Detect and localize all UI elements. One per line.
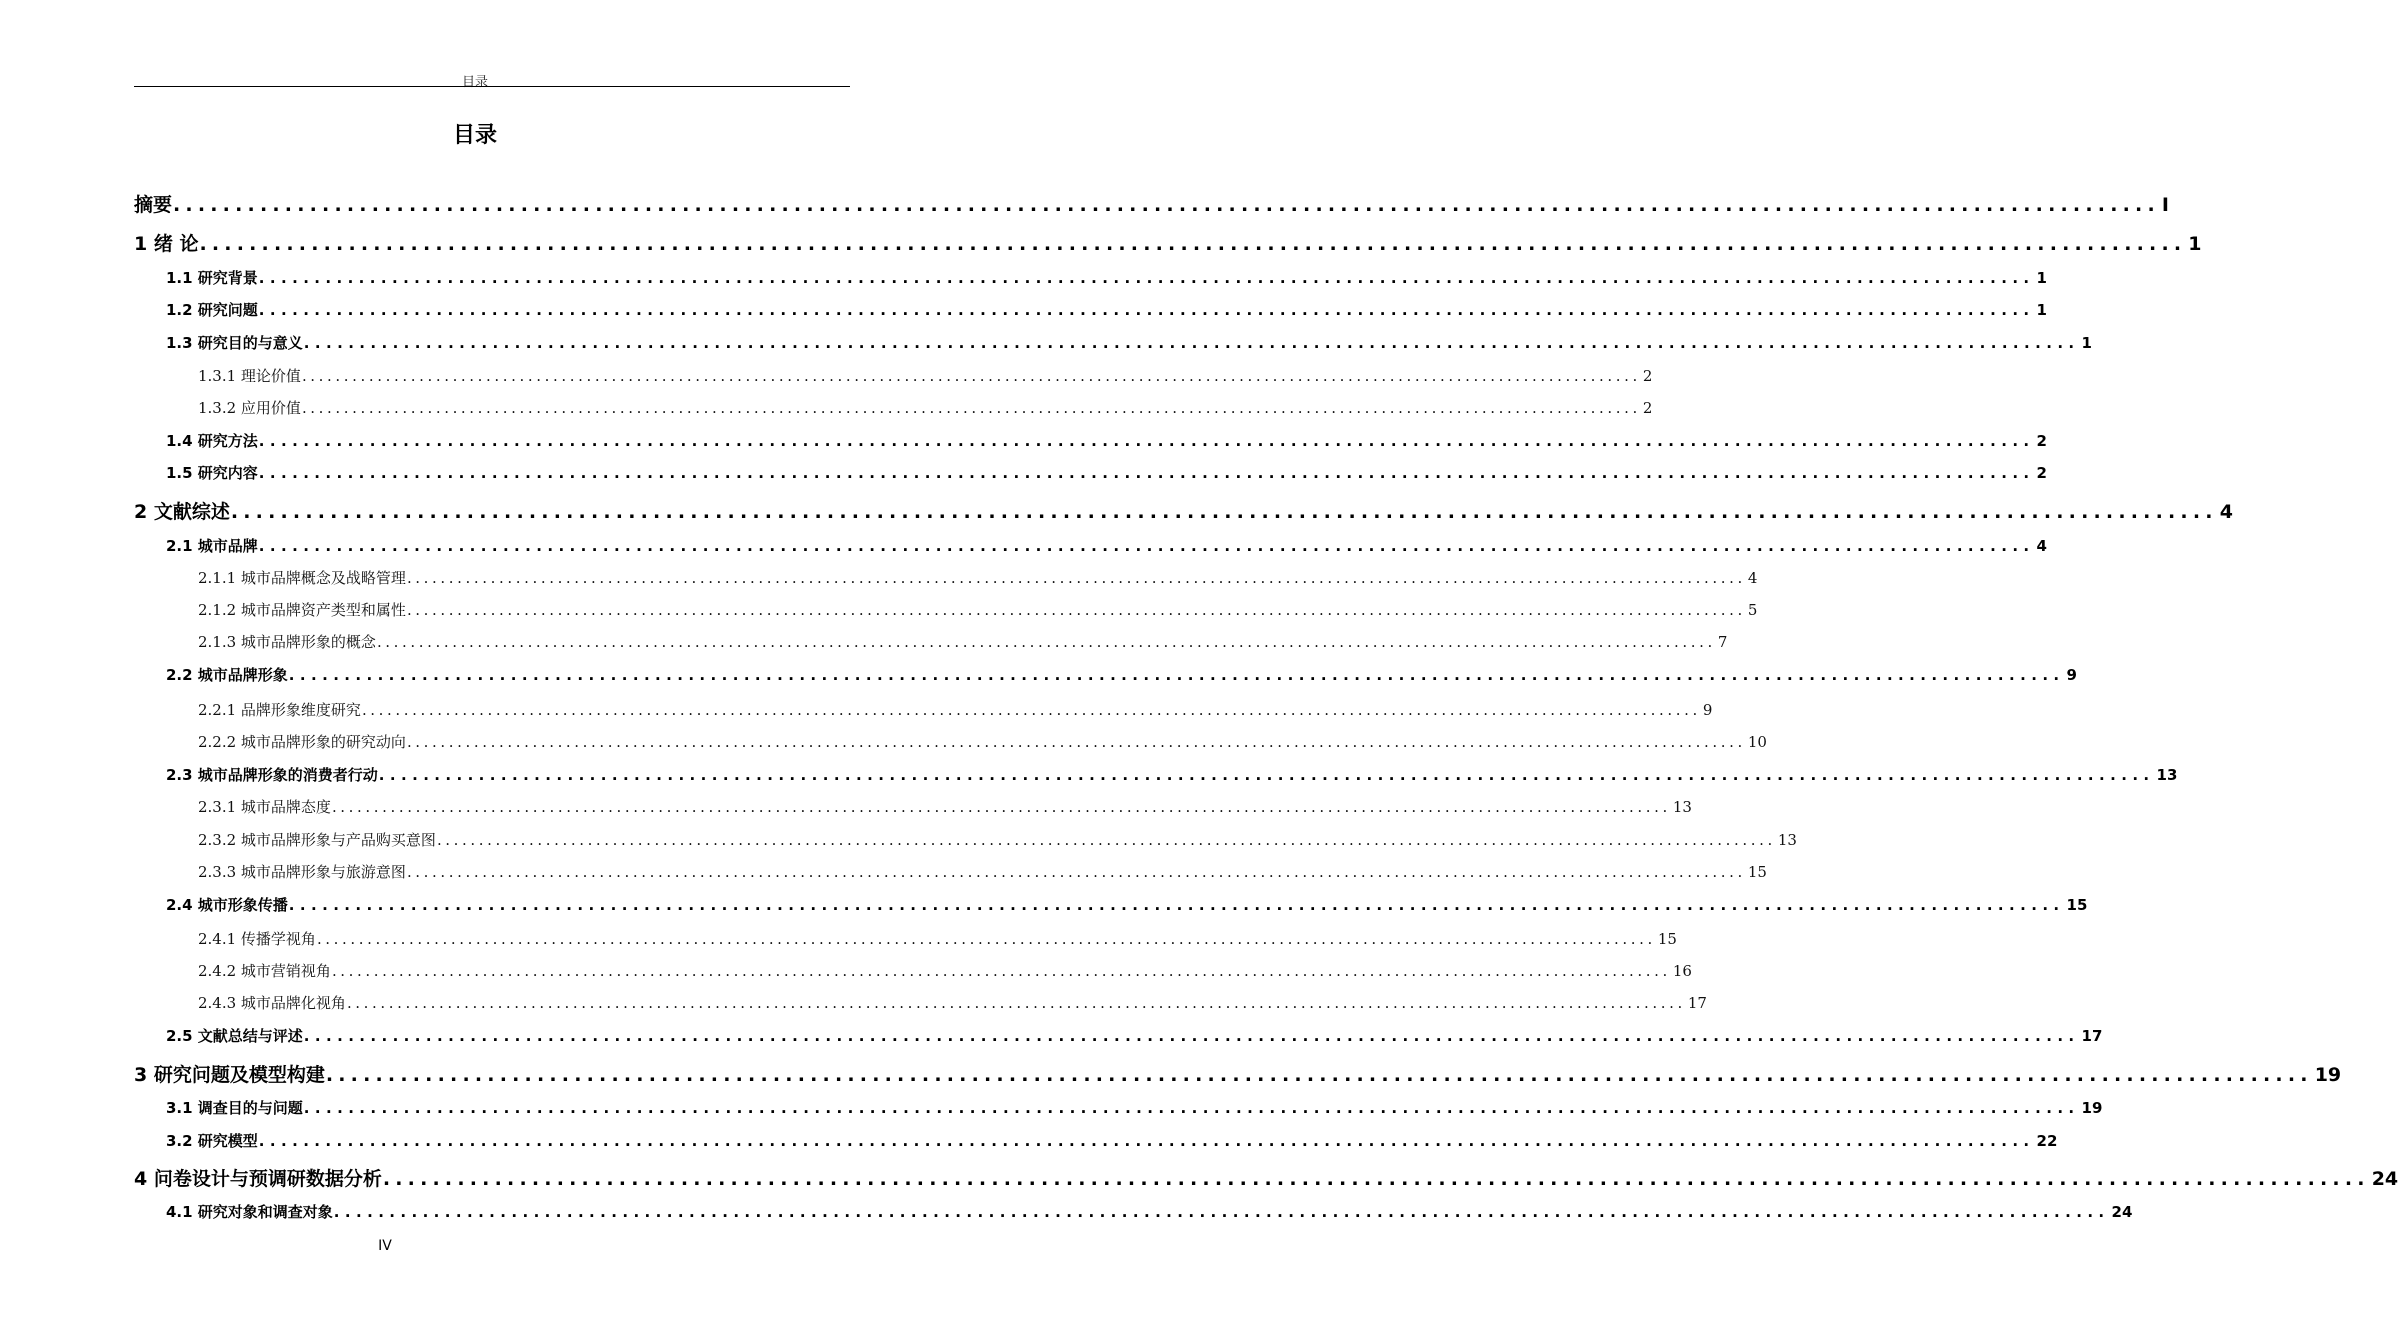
toc-entry-page: 1 [2081, 334, 2092, 352]
toc-entry-label: 4 问卷设计与预调研数据分析 [134, 1168, 382, 1190]
toc-entry-label: 2.3 城市品牌形象的消费者行动 [166, 766, 378, 784]
toc-entry-label: 1.4 研究方法 [166, 432, 258, 450]
toc-entry-label: 2.4.1 传播学视角 [198, 930, 316, 948]
toc-entry[interactable] [166, 1130, 2058, 1151]
toc-entry[interactable] [198, 567, 1758, 588]
toc-entry[interactable] [134, 229, 2202, 256]
dot-leader: ................................................................................................................................................................ [331, 798, 1671, 816]
dot-leader: ................................................................................................................................................................ [436, 831, 1776, 849]
toc-entry-page: 5 [1747, 601, 1758, 619]
dot-leader: ................................................................................................................................................................ [316, 930, 1656, 948]
toc-entry-label: 2.2.1 品牌形象维度研究 [198, 701, 361, 719]
toc-entry-page: 17 [1687, 994, 1707, 1012]
dot-leader: ................................................................................................................................................................ [346, 994, 1686, 1012]
toc-entry-label: 1.3 研究目的与意义 [166, 334, 303, 352]
dot-leader: ................................................................................................................................................................ [199, 233, 2187, 255]
toc-entry-page: 22 [2036, 1132, 2058, 1150]
dot-leader: ................................................................................................................................................................ [325, 1064, 2313, 1086]
toc-entry[interactable] [166, 430, 2047, 451]
toc-entry-page: 13 [1672, 798, 1692, 816]
toc-entry[interactable] [166, 764, 2178, 785]
toc-entry-page: 2 [2036, 464, 2047, 482]
toc-entry[interactable] [166, 1097, 2103, 1118]
toc-entry[interactable] [166, 535, 2047, 556]
toc-entry-page: 24 [2111, 1203, 2133, 1221]
toc-entry-label: 3.2 研究模型 [166, 1132, 258, 1150]
toc-entry-page: 2 [1642, 367, 1653, 385]
toc-entry-page: 2 [1642, 399, 1653, 417]
dot-leader: ................................................................................................................................................................ [258, 464, 2035, 482]
toc-entry-page: 4 [1747, 569, 1758, 587]
toc-entry-label: 1.1 研究背景 [166, 269, 258, 287]
dot-leader: ................................................................................................................................................................ [288, 666, 2065, 684]
toc-entry[interactable] [166, 1025, 2103, 1046]
dot-leader: ................................................................................................................................................................ [406, 733, 1746, 751]
dot-leader: ................................................................................................................................................................ [288, 896, 2065, 914]
dot-leader: ................................................................................................................................................................ [301, 367, 1641, 385]
toc-entry-label: 摘要 [134, 194, 173, 216]
toc-entry-page: 7 [1717, 633, 1728, 651]
toc-entry-label: 2.5 文献总结与评述 [166, 1027, 303, 1045]
toc-entry-page: 19 [2314, 1064, 2342, 1086]
dot-leader: ................................................................................................................................................................ [258, 537, 2035, 555]
toc-entry[interactable] [166, 267, 2047, 288]
dot-leader: ................................................................................................................................................................ [376, 633, 1716, 651]
toc-entry-page: 4 [2219, 501, 2233, 523]
toc-entry-label: 4.1 研究对象和调查对象 [166, 1203, 333, 1221]
toc-entry-label: 1.5 研究内容 [166, 464, 258, 482]
toc-entry-page: 9 [1702, 701, 1713, 719]
toc-entry[interactable] [134, 190, 2169, 217]
toc-entry[interactable] [166, 894, 2088, 915]
toc-entry[interactable] [198, 365, 1653, 386]
toc-entry-label: 2.3.1 城市品牌态度 [198, 798, 331, 816]
toc-entry[interactable] [198, 928, 1677, 949]
dot-leader: ................................................................................................................................................................ [333, 1203, 2110, 1221]
toc-entry-label: 1.3.2 应用价值 [198, 399, 301, 417]
dot-leader: ................................................................................................................................................................ [331, 962, 1671, 980]
toc-entry-label: 2.1.2 城市品牌资产类型和属性 [198, 601, 406, 619]
dot-leader: ................................................................................................................................................................ [406, 569, 1746, 587]
toc-entry-page: 24 [2371, 1168, 2398, 1190]
toc-entry[interactable] [134, 1164, 2398, 1191]
toc-entry[interactable] [198, 960, 1692, 981]
toc-entry[interactable] [198, 397, 1653, 418]
toc-entry-label: 2.4.3 城市品牌化视角 [198, 994, 346, 1012]
toc-entry-label: 2.1.3 城市品牌形象的概念 [198, 633, 376, 651]
dot-leader: ................................................................................................................................................................ [382, 1168, 2370, 1190]
toc-entry-label: 2.1.1 城市品牌概念及战略管理 [198, 569, 406, 587]
page-title: 目录 [452, 123, 497, 148]
toc-entry-label: 1.3.1 理论价值 [198, 367, 301, 385]
dot-leader: ................................................................................................................................................................ [258, 269, 2035, 287]
toc-entry-page: 13 [2156, 766, 2178, 784]
dot-leader: ................................................................................................................................................................ [230, 501, 2218, 523]
toc-entry-label: 2.1 城市品牌 [166, 537, 258, 555]
toc-entry[interactable] [198, 599, 1758, 620]
dot-leader: ................................................................................................................................................................ [258, 1132, 2035, 1150]
toc-entry-label: 1 绪 论 [134, 233, 199, 255]
toc-entry-page: 2 [2036, 432, 2047, 450]
toc-entry-label: 2.4.2 城市营销视角 [198, 962, 331, 980]
toc-entry[interactable] [198, 861, 1767, 882]
toc-entry[interactable] [166, 462, 2047, 483]
toc-entry-label: 3.1 调查目的与问题 [166, 1099, 303, 1117]
toc-entry-label: 2.4 城市形象传播 [166, 896, 288, 914]
toc-entry[interactable] [198, 699, 1713, 720]
dot-leader: ................................................................................................................................................................ [361, 701, 1701, 719]
toc-entry-page: 15 [1657, 930, 1677, 948]
dot-leader: ................................................................................................................................................................ [406, 863, 1746, 881]
toc-entry-label: 2.3.2 城市品牌形象与产品购买意图 [198, 831, 436, 849]
dot-leader: ................................................................................................................................................................ [258, 301, 2035, 319]
toc-entry[interactable] [198, 731, 1767, 752]
toc-entry[interactable] [198, 992, 1707, 1013]
dot-leader: ................................................................................................................................................................ [173, 194, 2160, 216]
dot-leader: ................................................................................................................................................................ [258, 432, 2035, 450]
toc-entry-page: 1 [2188, 233, 2202, 255]
toc-entry-page: 4 [2036, 537, 2047, 555]
toc-entry[interactable] [198, 631, 1728, 652]
dot-leader: ................................................................................................................................................................ [303, 334, 2080, 352]
toc-entry-page: 17 [2081, 1027, 2103, 1045]
running-header: 目录 [461, 75, 488, 90]
dot-leader: ................................................................................................................................................................ [406, 601, 1746, 619]
toc-entry[interactable] [198, 796, 1692, 817]
toc-entry-page: 19 [2081, 1099, 2103, 1117]
toc-entry-page: 13 [1777, 831, 1797, 849]
toc-entry[interactable] [134, 497, 2233, 524]
toc-entry[interactable] [198, 829, 1797, 850]
toc-entry-page: 1 [2036, 301, 2047, 319]
toc-entry-page: 15 [2066, 896, 2088, 914]
toc-entry-page: 1 [2036, 269, 2047, 287]
toc-entry-label: 3 研究问题及模型构建 [134, 1064, 325, 1086]
toc-entry-page: 9 [2066, 666, 2077, 684]
dot-leader: ................................................................................................................................................................ [303, 1027, 2080, 1045]
toc-entry-label: 1.2 研究问题 [166, 301, 258, 319]
toc-entry[interactable] [134, 1060, 2342, 1087]
toc-entry-page: I [2161, 194, 2169, 216]
toc-entry[interactable] [166, 332, 2092, 353]
dot-leader: ................................................................................................................................................................ [301, 399, 1641, 417]
toc-entry-page: 10 [1747, 733, 1767, 751]
toc-entry-page: 15 [1747, 863, 1767, 881]
dot-leader: ................................................................................................................................................................ [303, 1099, 2080, 1117]
toc-entry[interactable] [166, 1201, 2133, 1222]
toc-entry[interactable] [166, 664, 2077, 685]
toc-entry-label: 2 文献综述 [134, 501, 230, 523]
toc-entry-label: 2.2.2 城市品牌形象的研究动向 [198, 733, 406, 751]
toc-entry-label: 2.3.3 城市品牌形象与旅游意图 [198, 863, 406, 881]
toc-entry-page: 16 [1672, 962, 1692, 980]
toc-entry-label: 2.2 城市品牌形象 [166, 666, 288, 684]
toc-entry[interactable] [166, 299, 2047, 320]
dot-leader: ................................................................................................................................................................ [378, 766, 2155, 784]
footer-page-number: IV [378, 1238, 392, 1254]
